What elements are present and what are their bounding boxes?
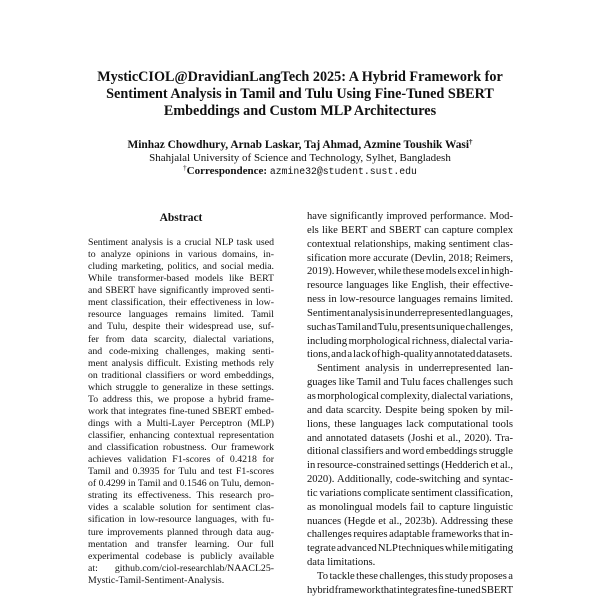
abstract-line: and SBERT have significantly improved senti- bbox=[88, 285, 274, 297]
title-line: Sentiment Analysis in Tamil and Tulu Using Fine-Tuned SBERT bbox=[106, 86, 494, 102]
abstract-line: resource languages remains limited. Tamil bbox=[88, 309, 274, 321]
body-line: Sentiment analysis in underrepresented lan- bbox=[317, 363, 513, 375]
abstract-line: To address this, we propose a hybrid frame- bbox=[88, 393, 274, 405]
body-line: nuances (Hegde et al., 2023b). Addressing these bbox=[307, 515, 513, 527]
body-column-right bbox=[307, 210, 513, 598]
body-line: such as Tamil and Tulu, presents unique challenges, bbox=[307, 321, 513, 333]
author-names: Minhaz Chowdhury, Arnab Laskar, Taj Ahmad, Azmine Toushik Wasi bbox=[127, 139, 470, 151]
abstract-line: cluding marketing, politics, and social media. bbox=[88, 261, 274, 273]
abstract-text bbox=[88, 237, 274, 587]
body-line: els like BERT and SBERT can capture complex bbox=[307, 224, 513, 236]
body-line: have significantly improved performance. Mod- bbox=[307, 211, 513, 222]
body-line: guages like Tamil and Tulu faces challenges such bbox=[307, 377, 513, 389]
body-line: 2019). However, while these models excel in high- bbox=[307, 266, 513, 278]
body-paragraph bbox=[307, 210, 513, 362]
correspondence-mark: † bbox=[183, 164, 187, 172]
abstract-line: ment classification, their effectiveness in low- bbox=[88, 297, 274, 309]
body-line: challenges requires adaptable frameworks that in- bbox=[307, 529, 513, 541]
author-list bbox=[50, 139, 550, 152]
abstract-line: of 0.4299 in Tamil and 0.1546 on Tulu, demon- bbox=[88, 478, 274, 490]
abstract-line: and Tulu, despite their widespread use, suf- bbox=[88, 321, 274, 333]
paper-title bbox=[50, 69, 550, 120]
abstract-line: and classification robustness. Our framework bbox=[88, 442, 274, 454]
body-line: and annotated datasets (Joshi et al., 2020). Tra- bbox=[307, 432, 513, 444]
abstract-line: mentation and transfer learning. Our full bbox=[88, 538, 274, 550]
abstract-line: work that integrates fine-tuned SBERT embed- bbox=[88, 405, 274, 417]
body-line: contextual relationships, making sentiment clas- bbox=[307, 238, 513, 250]
abstract-line: fer from data scarcity, dialectal variations, bbox=[88, 333, 274, 345]
body-line: To tackle these challenges, this study proposes a bbox=[317, 570, 513, 582]
abstract-line: on traditional classifiers or word embeddings, bbox=[88, 369, 274, 381]
body-line: including morphological richness, dialectal varia- bbox=[307, 335, 513, 347]
abstract-line: Sentiment analysis is a crucial NLP task used bbox=[88, 237, 274, 248]
body-line: sification more accurate (Devlin, 2018; Reimers, bbox=[307, 252, 513, 264]
abstract-line: strating its effectiveness. This research pro- bbox=[88, 490, 274, 502]
abstract-line: Mystic-Tamil-Sentiment-Analysis. bbox=[88, 574, 225, 586]
body-line: lions, these languages lack computational tools bbox=[307, 418, 513, 430]
correspondence-label: Correspondence: bbox=[186, 165, 268, 177]
correspondence bbox=[50, 165, 550, 178]
abstract-line: vides a scalable solution for sentiment clas- bbox=[88, 502, 274, 514]
body-line: and data scarcity. Despite being spoken by mil- bbox=[307, 404, 513, 416]
abstract-line: Tamil and 0.3935 for Tulu and test F1-scores bbox=[88, 466, 274, 478]
correspondence-email: azmine32@student.sust.edu bbox=[269, 166, 417, 177]
abstract-line: and code-mixing challenges, making senti- bbox=[88, 345, 274, 357]
affiliation: Shahjalal University of Science and Technology, Sylhet, Bangladesh bbox=[149, 152, 451, 164]
body-line: Sentiment analysis in underrepresented languages, bbox=[307, 307, 513, 319]
abstract-line: which struggle to generalize in these settings. bbox=[88, 381, 274, 393]
body-line: tions, and a lack of high-quality annotated datasets. bbox=[307, 349, 513, 361]
abstract-line: experimental codebase is publicly available bbox=[88, 550, 274, 562]
abstract-heading: Abstract bbox=[159, 212, 203, 224]
body-line: ditional classifiers and word embeddings struggle bbox=[307, 446, 513, 458]
body-line: as monolingual models fail to capture linguistic bbox=[307, 501, 513, 513]
abstract-line: achieves validation F1-scores of 0.4218 for bbox=[88, 454, 274, 466]
abstract-line: classifier, enhancing contextual representation bbox=[88, 430, 274, 441]
body-line: tegrate advanced NLP techniques while mitigating bbox=[307, 543, 513, 555]
author-block bbox=[50, 139, 550, 178]
body-paragraph bbox=[307, 570, 513, 598]
body-line: ness in low-resource languages remains limited. bbox=[307, 294, 513, 306]
abstract-line: ment analysis difficult. Existing methods rely bbox=[88, 357, 274, 369]
abstract-line: dings with a Multi-Layer Perceptron (MLP) bbox=[88, 417, 274, 429]
body-line: as morphological complexity, dialectal variations, bbox=[307, 390, 513, 402]
abstract-line: to analyze opinions in various domains, in- bbox=[88, 249, 274, 261]
abstract-line: at: github.com/ciol-researchlab/NAACL25- bbox=[88, 562, 274, 574]
abstract-line: sification in low-resource languages, with fu- bbox=[88, 514, 274, 526]
abstract-line: ture improvements planned through data aug- bbox=[88, 526, 274, 538]
body-line: resource languages like English, their effective- bbox=[307, 280, 513, 292]
body-line: hybrid framework that integrates fine-tuned SBERT bbox=[307, 584, 513, 596]
body-line: 2020). Additionally, code-switching and syntac- bbox=[307, 474, 513, 486]
body-paragraph bbox=[307, 362, 513, 570]
body-line: in resource-constrained settings (Hedderich et al., bbox=[307, 460, 513, 472]
abstract-line: While transformer-based models like BERT bbox=[88, 273, 274, 285]
title-line: MysticCIOL@DravidianLangTech 2025: A Hybrid Framework for bbox=[97, 69, 503, 85]
author-mark: † bbox=[469, 138, 473, 146]
body-line: data limitations. bbox=[307, 557, 376, 569]
title-line: Embeddings and Custom MLP Architectures bbox=[163, 103, 437, 119]
body-line: tic variations complicate sentiment classification, bbox=[307, 487, 513, 499]
